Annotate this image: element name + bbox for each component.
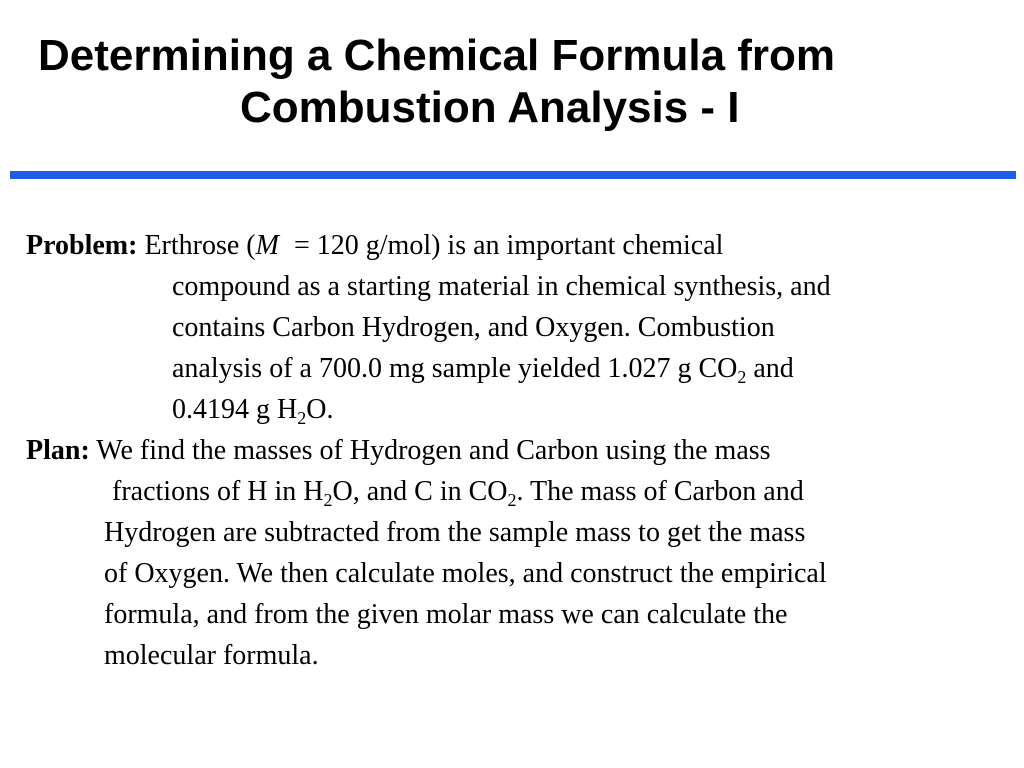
problem-label: Problem: <box>26 230 138 261</box>
h2o-subscript-plan: 2 <box>323 490 333 510</box>
problem-line-5 <box>172 394 333 426</box>
plan-text-2c: . The mass of Carbon and <box>516 476 804 507</box>
plan-text-2b: O, and C in CO <box>332 476 508 507</box>
problem-line-3: contains Carbon Hydrogen, and Oxygen. Combustion <box>172 312 775 343</box>
problem-line-2: compound as a starting material in chemical synthesis, and <box>172 271 831 302</box>
title-line-2: Combustion Analysis - I <box>240 83 740 132</box>
plan-line-4: of Oxygen. We then calculate moles, and construct the empirical <box>104 558 827 589</box>
plan-line-6: molecular formula. <box>104 640 319 671</box>
h2o-subscript: 2 <box>297 408 307 428</box>
plan-text-2a: fractions of H in H <box>112 476 324 507</box>
plan-line-5: formula, and from the given molar mass we can calculate the <box>104 599 788 630</box>
problem-text-5b: O. <box>306 394 334 425</box>
problem-text-1b: = 120 g/mol) is an important chemical <box>286 230 724 261</box>
plan-line-3: Hydrogen are subtracted from the sample mass to get the mass <box>104 517 806 548</box>
problem-text-5a: 0.4194 g H <box>172 394 298 425</box>
title-divider <box>10 171 1016 179</box>
co2-subscript: 2 <box>737 367 747 387</box>
problem-text-4a: analysis of a 700.0 mg sample yielded 1.027 g CO <box>172 353 738 384</box>
problem-text-4b: and <box>746 353 794 384</box>
plan-line-1 <box>26 435 771 467</box>
problem-line-1 <box>26 230 723 262</box>
problem-line-4 <box>172 353 794 385</box>
plan-line-2 <box>112 476 804 508</box>
title-line-1: Determining a Chemical Formula from <box>38 31 836 80</box>
problem-text-1a: Erthrose ( <box>144 230 256 261</box>
plan-text-1: We find the masses of Hydrogen and Carbon using the mass <box>89 435 771 466</box>
molar-mass-symbol: M <box>255 230 279 261</box>
plan-label: Plan: <box>26 435 90 466</box>
slide-title <box>0 30 1004 134</box>
co2-subscript-plan: 2 <box>507 490 517 510</box>
